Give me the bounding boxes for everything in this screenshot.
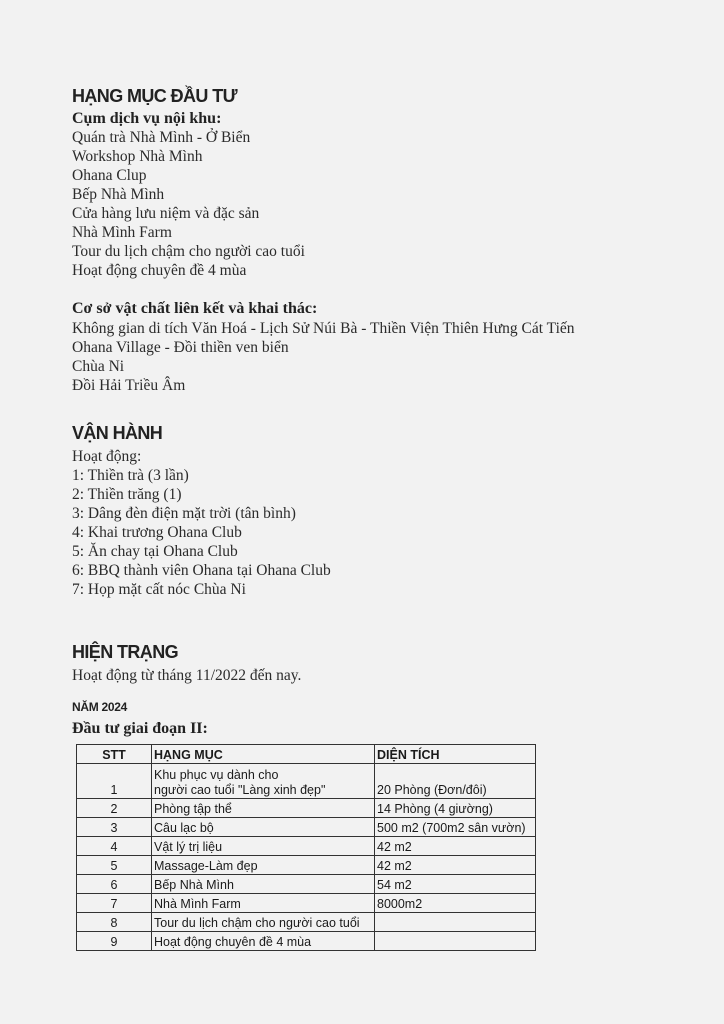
header-stt: STT [77, 745, 152, 764]
list-item: 6: BBQ thành viên Ohana tại Ohana Club [72, 562, 331, 579]
table-row [77, 913, 536, 932]
table-row [77, 856, 536, 875]
list-item: 4: Khai trương Ohana Club [72, 524, 242, 541]
list-item: Chùa Ni [72, 358, 125, 375]
group-title-internal-services: Cụm dịch vụ nội khu: [72, 110, 222, 127]
group-title-linked-facilities: Cơ sở vật chất liên kết và khai thác: [72, 300, 318, 317]
section-title-status: HIỆN TRẠNG [72, 642, 178, 662]
cell-stt: 1 [77, 764, 152, 799]
list-item: Bếp Nhà Mình [72, 186, 165, 203]
activities-intro: Hoạt động: [72, 448, 142, 465]
list-item: Đồi Hải Triều Âm [72, 377, 186, 394]
header-area: DIỆN TÍCH [375, 745, 536, 764]
list-item: Không gian di tích Văn Hoá - Lịch Sử Núi Bà - Thiền Viện Thiên Hưng Cát Tiến [72, 320, 575, 337]
cell-item: Vật lý trị liệu [152, 837, 375, 856]
table-row [77, 818, 536, 837]
status-text: Hoạt động từ tháng 11/2022 đến nay. [72, 667, 302, 684]
cell-area: 42 m2 [375, 856, 536, 875]
table-row [77, 837, 536, 856]
cell-area: 54 m2 [375, 875, 536, 894]
table-row [77, 875, 536, 894]
list-item: Ohana Village - Đồi thiền ven biển [72, 339, 289, 356]
section-title-operations: VẬN HÀNH [72, 423, 163, 443]
table-row [77, 764, 536, 799]
list-item: Workshop Nhà Mình [72, 148, 203, 165]
list-item: Quán trà Nhà Mình - Ở Biển [72, 129, 251, 146]
list-item: 7: Họp mặt cất nóc Chùa Ni [72, 581, 246, 598]
cell-area [375, 932, 536, 951]
phase-title: Đầu tư giai đoạn II: [72, 720, 208, 737]
list-item: 3: Dâng đèn điện mặt trời (tân bình) [72, 505, 296, 522]
cell-item-line1: Khu phục vụ dành cho [154, 768, 279, 782]
cell-stt: 5 [77, 856, 152, 875]
table-row [77, 932, 536, 951]
cell-item: Hoạt động chuyên đề 4 mùa [152, 932, 375, 951]
list-item: 1: Thiền trà (3 lần) [72, 467, 189, 484]
cell-item [152, 764, 375, 799]
cell-area [375, 913, 536, 932]
cell-stt: 2 [77, 799, 152, 818]
list-item: Cửa hàng lưu niệm và đặc sản [72, 205, 260, 222]
list-item: 2: Thiền trăng (1) [72, 486, 182, 503]
cell-stt: 3 [77, 818, 152, 837]
cell-area: 14 Phòng (4 giường) [375, 799, 536, 818]
cell-item: Tour du lịch chậm cho người cao tuổi [152, 913, 375, 932]
list-item: 5: Ăn chay tại Ohana Club [72, 543, 238, 560]
list-item: Tour du lịch chậm cho người cao tuổi [72, 243, 305, 260]
cell-item: Nhà Mình Farm [152, 894, 375, 913]
cell-area: 8000m2 [375, 894, 536, 913]
cell-stt: 9 [77, 932, 152, 951]
cell-area: 500 m2 (700m2 sân vườn) [375, 818, 536, 837]
investment-table [76, 744, 536, 951]
cell-stt: 7 [77, 894, 152, 913]
header-item: HẠNG MỤC [152, 745, 375, 764]
list-item: Nhà Mình Farm [72, 224, 172, 241]
cell-item-line2: người cao tuổi "Làng xinh đẹp" [154, 783, 326, 797]
table-row [77, 894, 536, 913]
cell-item: Câu lạc bộ [152, 818, 375, 837]
cell-stt: 6 [77, 875, 152, 894]
cell-stt: 8 [77, 913, 152, 932]
cell-area: 20 Phòng (Đơn/đôi) [375, 764, 536, 799]
cell-item: Massage-Làm đẹp [152, 856, 375, 875]
year-label: NĂM 2024 [72, 700, 127, 714]
cell-item: Bếp Nhà Mình [152, 875, 375, 894]
cell-item: Phòng tập thể [152, 799, 375, 818]
cell-stt: 4 [77, 837, 152, 856]
table-header-row [77, 745, 536, 764]
list-item: Ohana Clup [72, 167, 147, 184]
section-title-investment: HẠNG MỤC ĐẦU TƯ [72, 86, 237, 106]
cell-area: 42 m2 [375, 837, 536, 856]
list-item: Hoạt động chuyên đề 4 mùa [72, 262, 247, 279]
table-row [77, 799, 536, 818]
